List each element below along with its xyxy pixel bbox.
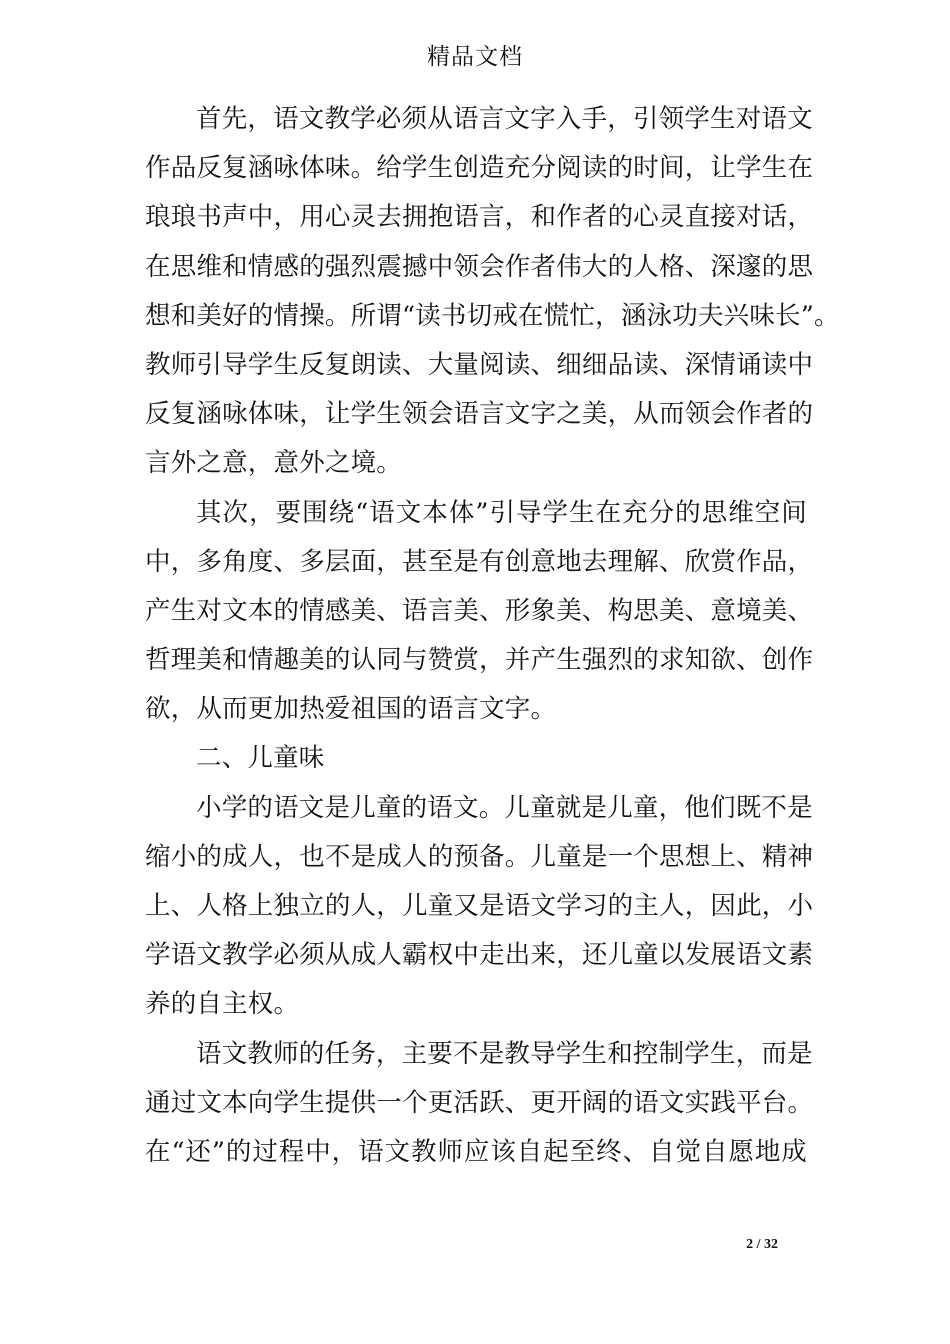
text-line: 反复涵咏体味，让学生领会语言文字之美，从而领会作者的 (145, 399, 814, 430)
text-line: 产生对文本的情感美、语言美、形象美、构思美、意境美、 (145, 595, 814, 626)
text-line: 教师引导学生反复朗读、大量阅读、细细品读、深情诵读中 (145, 349, 814, 380)
text-line: 养的自主权。 (145, 989, 300, 1020)
text-line: 哲理美和情趣美的认同与赞赏，并产生强烈的求知欲、创作 (145, 645, 814, 676)
document-body (145, 101, 840, 1183)
text-line: 学语文教学必须从成人霸权中走出来，还儿童以发展语文素 (145, 940, 814, 971)
text-line: 在“还”的过程中，语文教师应该自起至终、自觉自愿地成 (145, 1136, 807, 1167)
text-line: 欲，从而更加热爱祖国的语言文字。 (145, 694, 557, 725)
text-line: 想和美好的情操。所谓“读书切戒在慌忙，涵泳功夫兴味长”。 (145, 300, 840, 331)
text-line: 琅琅书声中，用心灵去拥抱语言，和作者的心灵直接对话， (145, 202, 814, 233)
page-header: 精品文档 (427, 44, 523, 70)
text-line: 上、人格上独立的人，儿童又是语文学习的主人，因此，小 (145, 891, 814, 921)
text-line: 其次，要围绕“语文本体”引导学生在充分的思维空间 (196, 497, 807, 528)
section-heading: 二、儿童味 (196, 743, 325, 774)
text-line: 在思维和情感的强烈震撼中领会作者伟大的人格、深邃的思 (145, 251, 814, 282)
text-line: 中，多角度、多层面，甚至是有创意地去理解、欣赏作品， (145, 546, 814, 577)
text-line: 首先，语文教学必须从语言文字入手，引领学生对语文 (196, 104, 813, 134)
text-line: 通过文本向学生提供一个更活跃、更开阔的语文实践平台。 (145, 1087, 814, 1118)
page-number: 2 / 32 (746, 1237, 778, 1252)
text-line: 缩小的成人，也不是成人的预备。儿童是一个思想上、精神 (145, 841, 814, 872)
text-line: 言外之意，意外之境。 (145, 448, 403, 479)
text-line: 作品反复涵咏体味。给学生创造充分阅读的时间，让学生在 (145, 153, 814, 184)
text-line: 小学的语文是儿童的语文。儿童就是儿童，他们既不是 (196, 792, 813, 823)
text-line: 语文教师的任务，主要不是教导学生和控制学生，而是 (196, 1038, 813, 1069)
